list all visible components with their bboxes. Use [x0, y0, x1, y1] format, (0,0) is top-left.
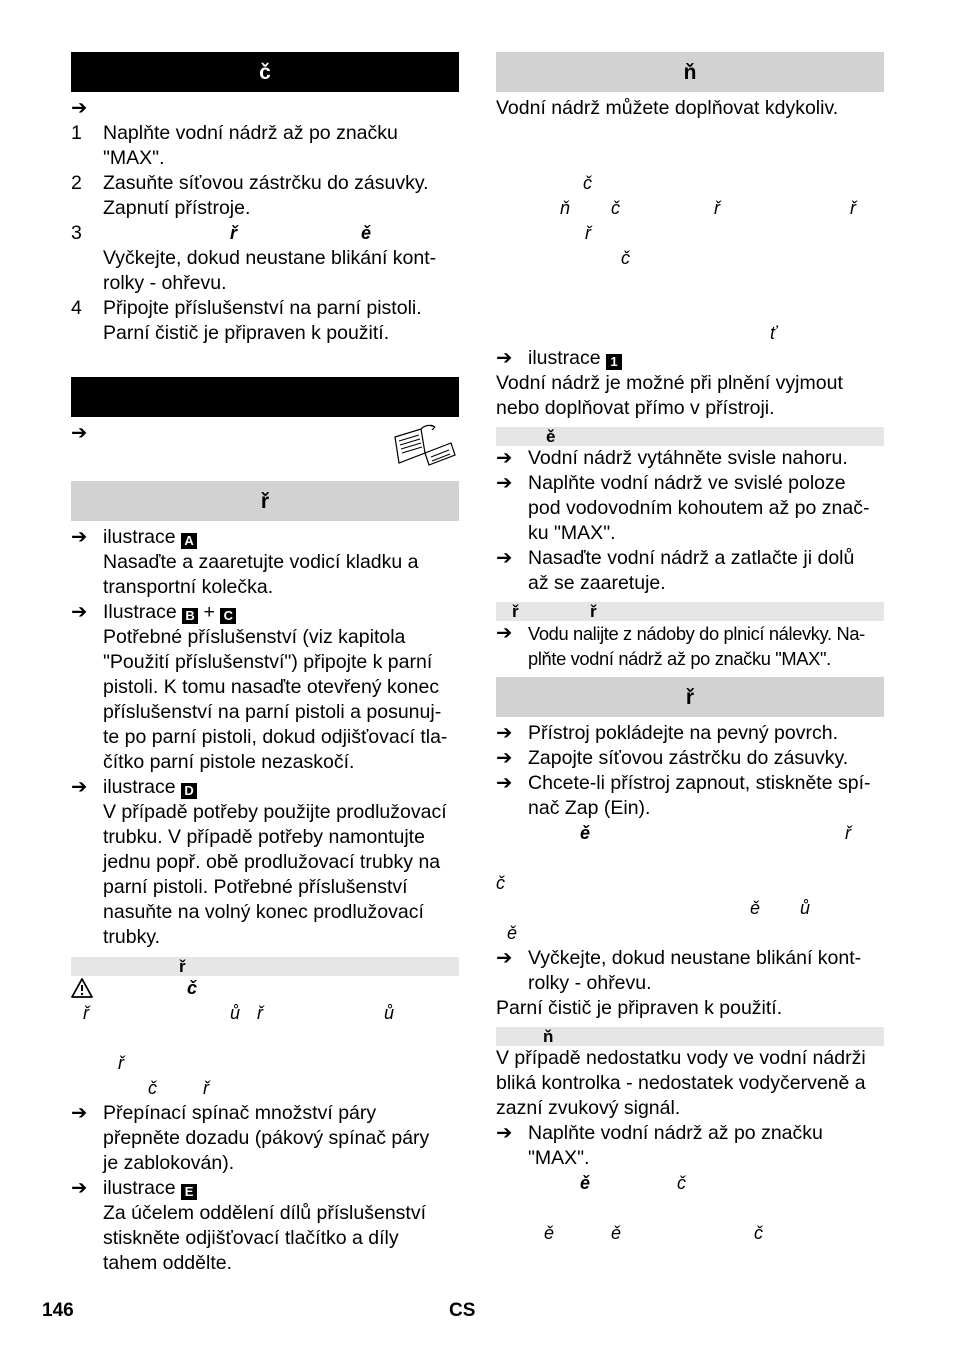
arrow-icon	[496, 721, 528, 746]
section-header-gray: ř	[71, 481, 459, 521]
arrow-icon	[496, 446, 528, 471]
tank-item-3: ➔ Nasaďte vodní nádrž a zatlačte ji dolů až se zaaretuje.	[496, 546, 884, 596]
tank-item-2: ➔ Naplňte vodní nádrž ve svislé poloze pod vodovodním kohoutem až po znač- ku "MAX".	[496, 471, 884, 546]
manual-note	[71, 421, 459, 481]
arrow-icon	[496, 746, 528, 771]
arrow-icon	[496, 621, 528, 646]
figure-1-badge: 1	[606, 354, 622, 370]
arrow-icon	[496, 546, 528, 571]
arrow-icon	[496, 946, 528, 971]
figure-e-badge: E	[181, 1184, 197, 1200]
arrow-icon	[496, 346, 528, 371]
switch-item: ➔ Přepínací spínač množství páry přepněte dozadu (pákový spínač páry je zablokován).	[71, 1101, 459, 1176]
ilustrace-e: ➔ ilustrace E Za účelem oddělení dílů příslušenství stiskněte odjišťovací tlačítko a díly tahem oddělte.	[71, 1176, 459, 1276]
section-header-gray-right-2: ř	[496, 677, 884, 717]
warning-block: č ř ů ř ů ř	[71, 976, 459, 1076]
arrow-icon	[71, 421, 103, 446]
ilustrace-1: ➔ ilustrace 1	[496, 346, 884, 371]
warning-line-4: č ř	[148, 1078, 209, 1098]
section-header-black-2	[71, 377, 459, 417]
arrow-icon	[71, 525, 103, 550]
figure-c-badge: C	[220, 608, 236, 624]
end-fragments: ě č ě ě č	[544, 1173, 763, 1243]
section-header-gray-right: ň	[496, 52, 884, 92]
fragment-block: č ň č ř ř ř č ť	[560, 173, 856, 343]
arrow-icon	[71, 1101, 103, 1126]
arrow-icon	[71, 600, 103, 625]
subsection-bar-right-3: ň	[496, 1027, 884, 1046]
subsection-bar-right-2: ř ř	[496, 602, 884, 621]
lack-text: V případě nedostatku vody ve vodní nádrži bliká kontrolka - nedostatek vodyčerveně a zazní zvukový signál.	[496, 1047, 866, 1119]
arrow-icon	[496, 471, 528, 496]
ilustrace-a: ➔ ilustrace A Nasaďte a zaaretujte vodicí kladku a transportní kolečka.	[71, 525, 459, 600]
subsection-bar: ř	[71, 957, 459, 976]
op-item-3: ➔ Chcete-li přístroj zapnout, stiskněte spí- nač Zap (Ein).	[496, 771, 884, 821]
subsection-bar-right-1: ě	[496, 427, 884, 446]
arrow-icon	[71, 96, 103, 121]
arrow-icon	[71, 775, 103, 800]
ilustrace-bc: ➔ Ilustrace B + C Potřebné příslušenství (viz kapitola "Použití příslušenství") připojte k parní pistoli. K tomu nasaďte otevřený konec příslušenství na parní pistoli a posunuj- te po parní pistoli, dokud odjišťovací tla- čítko parní pistole nezaskočí.	[71, 600, 459, 775]
book-icon	[391, 423, 459, 467]
language-code: CS	[449, 1300, 476, 1321]
step-3: 3 ř ě Vyčkejte, dokud neustane blikání kont- rolky - ohřevu.	[71, 222, 437, 294]
section-header-black: č	[71, 52, 459, 92]
op-fragments: ě ř č ě ů ě	[496, 823, 851, 943]
op-item-1: ➔ Přístroj pokládejte na pevný povrch.	[496, 721, 884, 746]
wait-item: ➔ Vyčkejte, dokud neustane blikání kont- rolky - ohřevu.	[496, 946, 884, 996]
arrow-icon	[71, 1176, 103, 1201]
right-column	[496, 52, 884, 1246]
figure-d-badge: D	[181, 783, 197, 799]
arrow-icon	[496, 771, 528, 796]
ready-text: Parní čistič je připraven k použití.	[496, 997, 783, 1019]
tank-item-1: ➔ Vodní nádrž vytáhněte svisle nahoru.	[496, 446, 884, 471]
ilustrace-d: ➔ ilustrace D V případě potřeby použijte prodlužovací trubku. V případě potřeby namontujte jednu popř. obě prodlužovací trubky na parní pistoli. Potřebné příslušenství nasuňte na volný konec prodlužovací trubky.	[71, 775, 459, 950]
arrow-icon	[496, 1121, 528, 1146]
warning-icon	[71, 978, 93, 998]
arrow-item	[71, 96, 459, 121]
intro-text: Vodní nádrž můžete doplňovat kdykoliv.	[496, 97, 839, 119]
fill-text: Vodní nádrž je možné při plnění vyjmout nebo doplňovat přímo v přístroji.	[496, 372, 843, 419]
lack-item: ➔ Naplňte vodní nádrž až po značku "MAX".	[496, 1121, 884, 1171]
figure-a-badge: A	[181, 533, 197, 549]
page-number: 146	[42, 1300, 74, 1321]
op-item-2: ➔ Zapojte síťovou zástrčku do zásuvky.	[496, 746, 884, 771]
step-2: 2 Zasuňte síťovou zástrčku do zásuvky. Zapnutí přístroje.	[71, 172, 429, 219]
figure-b-badge: B	[182, 608, 198, 624]
funnel-item: ➔ Vodu nalijte z nádoby do plnicí nálevky. Na- plňte vodní nádrž až po značku "MAX".	[496, 621, 921, 671]
step-1: 1 Naplňte vodní nádrž až po značku "MAX".	[71, 122, 398, 169]
step-4: 4 Připojte příslušenství na parní pistoli. Parní čistič je připraven k použití.	[71, 297, 422, 344]
left-column	[71, 52, 459, 1276]
